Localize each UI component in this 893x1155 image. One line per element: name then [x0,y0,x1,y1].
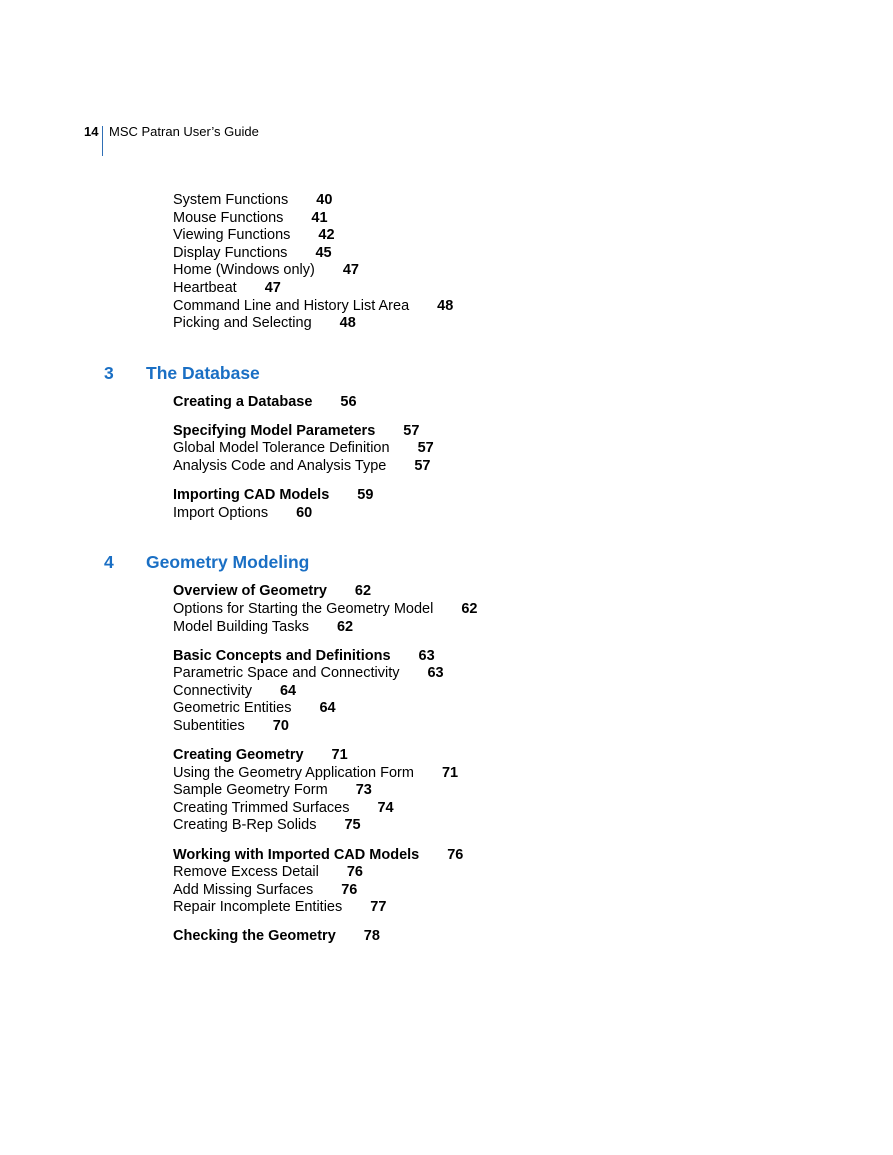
chapter-number: 4 [104,552,114,573]
section-heading-page: 56 [340,393,357,410]
section-heading[interactable] [173,747,893,765]
section-heading[interactable] [173,394,893,412]
section-heading-text: Working with Imported CAD Models [173,846,420,863]
toc-entry-text: Add Missing Surfaces [173,881,314,898]
toc-entry-page: 41 [311,209,328,226]
section-heading[interactable] [173,487,893,505]
toc-entry-page: 40 [316,192,333,208]
toc-entry-text: Display Functions [173,244,288,261]
toc-entry[interactable] [173,280,893,298]
toc-entry-page: 48 [437,297,454,314]
toc-entry-page: 63 [427,665,444,682]
toc-entry[interactable] [173,227,893,245]
section-heading-text: Checking the Geometry [173,928,336,945]
toc-entry-page: 45 [315,244,332,261]
toc-entry-text: Import Options [173,504,269,521]
toc-entry-page: 64 [279,682,297,699]
toc-entry[interactable] [173,718,893,736]
toc-entry[interactable] [173,882,893,900]
toc-entry-page: 57 [417,440,434,457]
toc-entry-page: 76 [341,881,358,898]
toc-entry-page: 75 [344,817,361,834]
toc-entry[interactable] [173,700,893,718]
chapter-heading[interactable] [0,363,893,385]
section-heading-page: 71 [331,747,348,764]
section-heading-text: Basic Concepts and Definitions [173,647,391,664]
toc-entry[interactable] [173,683,893,701]
toc-entry[interactable] [173,245,893,263]
toc-entry-text: Analysis Code and Analysis Type [173,458,387,475]
toc-entry-page: 76 [346,864,363,881]
toc-entry[interactable] [173,765,893,783]
section-heading-page: 78 [363,928,380,945]
toc-entry-page: 71 [441,764,459,781]
toc-entry-text: Model Building Tasks [173,618,309,635]
section-heading[interactable] [173,648,893,666]
toc-entry[interactable] [173,315,893,333]
section-heading-page: 59 [357,487,374,504]
toc-entry-text: Options for Starting the Geometry Model [173,600,434,617]
toc-entry[interactable] [173,782,893,800]
toc-entry-text: Home (Windows only) [173,262,315,279]
toc-entry-text: Heartbeat [173,279,237,296]
section-heading-text: Specifying Model Parameters [173,422,376,439]
toc-entry[interactable] [173,800,893,818]
toc-entry-text: Sample Geometry Form [173,782,328,799]
toc-entry[interactable] [173,458,893,476]
table-of-contents [0,192,893,946]
toc-entry-page: 62 [336,618,354,635]
toc-entry[interactable] [173,899,893,917]
toc-entry-text: Viewing Functions [173,227,291,244]
toc-entry-text: Picking and Selecting [173,315,312,332]
toc-entry-text: Geometric Entities [173,700,292,717]
chapter-heading[interactable] [0,552,893,574]
book-title: MSC Patran User’s Guide [109,124,259,139]
toc-entry[interactable] [173,619,893,637]
toc-entry-page: 42 [318,227,335,244]
toc-entry[interactable] [173,440,893,458]
toc-entry[interactable] [173,505,893,523]
toc-entry-text: Global Model Tolerance Definition [173,440,390,457]
toc-entry-text: Creating Trimmed Surfaces [173,799,350,816]
toc-entry-page: 47 [342,262,359,279]
toc-entry-page: 64 [319,700,336,717]
toc-entry[interactable] [173,864,893,882]
section-heading[interactable] [173,583,893,601]
header-divider [102,126,103,156]
section-heading-page: 63 [418,647,435,664]
toc-entry-text: Remove Excess Detail [173,864,319,881]
toc-entry[interactable] [173,817,893,835]
toc-entry-page: 47 [264,279,281,296]
toc-entry-text: Connectivity [173,682,252,699]
toc-entry-page: 48 [339,315,356,332]
toc-entry-text: Subentities [173,717,245,734]
toc-entry[interactable] [173,298,893,316]
toc-entry-text: Command Line and History List Area [173,297,410,314]
toc-entry-text: Repair Incomplete Entities [173,899,343,916]
chapter-title: Geometry Modeling [146,552,310,573]
section-heading-text: Overview of Geometry [173,583,327,600]
section-heading-page: 76 [447,846,464,863]
toc-entry[interactable] [173,262,893,280]
toc-entry[interactable] [173,192,893,210]
chapter-title: The Database [146,362,260,383]
section-heading-page: 62 [354,583,372,600]
toc-entry-page: 77 [370,899,387,916]
toc-entry-text: Mouse Functions [173,209,284,226]
toc-entry-text: Using the Geometry Application Form [173,764,414,781]
toc-entry-page: 70 [272,717,289,734]
toc-entry-text: System Functions [173,192,289,208]
toc-entry-page: 73 [355,782,372,799]
section-heading-text: Importing CAD Models [173,487,330,504]
section-heading[interactable] [173,928,893,946]
chapter-number: 3 [104,362,114,383]
toc-entry-page: 74 [377,799,394,816]
section-heading[interactable] [173,423,893,441]
section-heading-page: 57 [403,422,420,439]
toc-entry-page: 57 [414,458,431,475]
section-heading[interactable] [173,847,893,865]
toc-entry-page: 62 [461,600,478,617]
toc-entry[interactable] [173,210,893,228]
toc-entry-page: 60 [296,504,313,521]
section-heading-text: Creating a Database [173,393,313,410]
page-number: 14 [84,124,99,139]
section-heading-text: Creating Geometry [173,747,304,764]
toc-entry-text: Parametric Space and Connectivity [173,665,400,682]
toc-entry-text: Creating B-Rep Solids [173,817,317,834]
toc-entry[interactable] [173,665,893,683]
toc-entry[interactable] [173,601,893,619]
